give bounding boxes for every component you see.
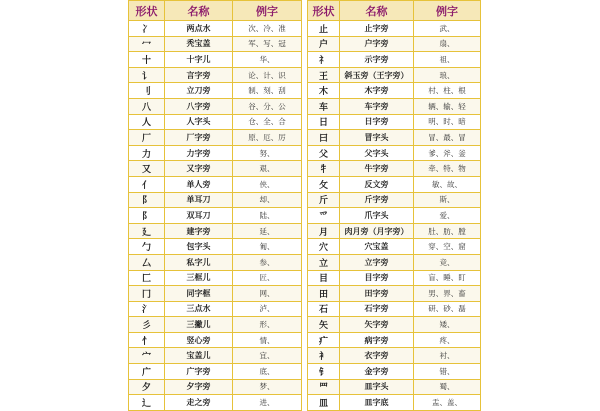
- example-chars: 斯、: [414, 192, 481, 208]
- example-chars: 陆、: [233, 208, 302, 224]
- radical-shape: 辶: [129, 395, 165, 411]
- table-row: [129, 239, 302, 255]
- radical-name: 三框儿: [165, 270, 233, 286]
- example-chars: 侠、: [233, 176, 302, 192]
- example-chars: 论、计、识: [233, 67, 302, 83]
- radical-name: 厂字旁: [165, 130, 233, 146]
- table-row: [129, 317, 302, 333]
- radical-name: 单人旁: [165, 176, 233, 192]
- table-row: [308, 301, 481, 317]
- radical-shape: 冫: [129, 21, 165, 37]
- radical-name: 私字儿: [165, 254, 233, 270]
- radical-shape: 氵: [129, 301, 165, 317]
- example-chars: 敏、故、: [414, 176, 481, 192]
- radical-name: 衣字旁: [340, 348, 414, 364]
- radical-name: 十字儿: [165, 52, 233, 68]
- right-header-row: [308, 1, 481, 21]
- radical-name: 牛字旁: [340, 161, 414, 177]
- radical-shape: 皿: [308, 395, 340, 411]
- table-row: [129, 192, 302, 208]
- example-chars: 情、: [233, 332, 302, 348]
- example-chars: 次、冷、准: [233, 21, 302, 37]
- radical-name: 三点水: [165, 301, 233, 317]
- example-chars: 泸、: [233, 301, 302, 317]
- radical-name: 止字旁: [340, 21, 414, 37]
- left-table-body: [129, 21, 302, 411]
- radical-name: 人字头: [165, 114, 233, 130]
- table-row: [308, 379, 481, 395]
- table-row: [129, 270, 302, 286]
- radical-name: 石字旁: [340, 301, 414, 317]
- radical-name: 日字旁: [340, 114, 414, 130]
- example-chars: 牵、特、物: [414, 161, 481, 177]
- radical-name: 夕字旁: [165, 379, 233, 395]
- radical-shape: 王: [308, 67, 340, 83]
- radical-shape: 十: [129, 52, 165, 68]
- radical-shape: 厶: [129, 254, 165, 270]
- radical-name: 走之旁: [165, 395, 233, 411]
- radical-shape: 力: [129, 145, 165, 161]
- radical-shape: 宀: [129, 348, 165, 364]
- example-chars: 形、: [233, 317, 302, 333]
- table-row: [129, 223, 302, 239]
- table-row: [308, 192, 481, 208]
- header-shape: 形状: [308, 1, 340, 21]
- radical-name: 示字旁: [340, 52, 414, 68]
- example-chars: 却、: [233, 192, 302, 208]
- radical-name: 车字旁: [340, 98, 414, 114]
- example-chars: 蜀、: [414, 379, 481, 395]
- table-row: [308, 239, 481, 255]
- radical-name: 八字旁: [165, 98, 233, 114]
- table-row: [308, 145, 481, 161]
- table-row: [308, 286, 481, 302]
- radical-shape: 阝: [129, 208, 165, 224]
- table-row: [308, 176, 481, 192]
- table-row: [308, 83, 481, 99]
- radical-shape: 牜: [308, 161, 340, 177]
- example-chars: 军、写、冠: [233, 36, 302, 52]
- example-chars: 进、: [233, 395, 302, 411]
- header-name: 名称: [340, 1, 414, 21]
- example-chars: 琅、: [414, 67, 481, 83]
- radical-shape: 廴: [129, 223, 165, 239]
- table-row: [129, 332, 302, 348]
- table-row: [308, 114, 481, 130]
- radical-name: 两点水: [165, 21, 233, 37]
- example-chars: 谷、分、公: [233, 98, 302, 114]
- radical-name: 斜玉旁（王字旁）: [340, 67, 414, 83]
- example-chars: 穿、空、窟: [414, 239, 481, 255]
- radical-name: 宝盖儿: [165, 348, 233, 364]
- example-chars: 宜、: [233, 348, 302, 364]
- table-row: [308, 36, 481, 52]
- radical-shape: 夕: [129, 379, 165, 395]
- table-row: [308, 130, 481, 146]
- radical-name: 同字框: [165, 286, 233, 302]
- radical-shape: 车: [308, 98, 340, 114]
- radical-name: 反文旁: [340, 176, 414, 192]
- radical-shape: 攵: [308, 176, 340, 192]
- header-example: 例字: [414, 1, 481, 21]
- example-chars: 盲、睡、盯: [414, 270, 481, 286]
- radical-name: 竖心旁: [165, 332, 233, 348]
- radical-name: 穴宝盖: [340, 239, 414, 255]
- example-chars: 匍、: [233, 239, 302, 255]
- example-chars: 祖、: [414, 52, 481, 68]
- example-chars: 梦、: [233, 379, 302, 395]
- radical-shape: 衤: [308, 348, 340, 364]
- radical-shape: 讠: [129, 67, 165, 83]
- radical-name: 木字旁: [340, 83, 414, 99]
- table-row: [129, 379, 302, 395]
- radical-name: 立字旁: [340, 254, 414, 270]
- example-chars: 原、厄、厉: [233, 130, 302, 146]
- right-radicals-table: [307, 0, 481, 411]
- radical-shape: 厂: [129, 130, 165, 146]
- radical-name: 广字旁: [165, 364, 233, 380]
- radical-name: 皿字底: [340, 395, 414, 411]
- radical-shape: 疒: [308, 332, 340, 348]
- radical-name: 单耳刀: [165, 192, 233, 208]
- example-chars: 衬、: [414, 348, 481, 364]
- radical-shape: 斤: [308, 192, 340, 208]
- table-row: [308, 67, 481, 83]
- radical-shape: 阝: [129, 192, 165, 208]
- table-row: [129, 301, 302, 317]
- table-row: [308, 254, 481, 270]
- radical-name: 目字旁: [340, 270, 414, 286]
- table-row: [129, 52, 302, 68]
- table-row: [129, 286, 302, 302]
- radical-name: 父字头: [340, 145, 414, 161]
- table-row: [308, 348, 481, 364]
- radical-shape: 广: [129, 364, 165, 380]
- radical-shape: 匚: [129, 270, 165, 286]
- radical-shape: 木: [308, 83, 340, 99]
- table-row: [129, 130, 302, 146]
- example-chars: 男、界、畜: [414, 286, 481, 302]
- example-chars: 华、: [233, 52, 302, 68]
- radical-name: 矢字旁: [340, 317, 414, 333]
- table-row: [129, 254, 302, 270]
- table-row: [308, 161, 481, 177]
- table-row: [308, 223, 481, 239]
- table-row: [308, 395, 481, 411]
- example-chars: 匠、: [233, 270, 302, 286]
- table-row: [129, 208, 302, 224]
- radical-name: 皿字头: [340, 379, 414, 395]
- radical-shape: 又: [129, 161, 165, 177]
- radical-name: 包字头: [165, 239, 233, 255]
- table-row: [129, 67, 302, 83]
- example-chars: 肚、肪、膛: [414, 223, 481, 239]
- radical-name: 言字旁: [165, 67, 233, 83]
- example-chars: 疼、: [414, 332, 481, 348]
- example-chars: 竞、: [414, 254, 481, 270]
- radical-shape: 爫: [308, 208, 340, 224]
- radical-shape: 冖: [129, 36, 165, 52]
- radical-name: 病字旁: [340, 332, 414, 348]
- left-header-row: [129, 1, 302, 21]
- radical-shape: 石: [308, 301, 340, 317]
- table-row: [129, 348, 302, 364]
- radical-name: 立刀旁: [165, 83, 233, 99]
- example-chars: 爹、斧、釜: [414, 145, 481, 161]
- left-radicals-table: [128, 0, 302, 411]
- radical-shape: 穴: [308, 239, 340, 255]
- example-chars: 辆、输、轻: [414, 98, 481, 114]
- table-row: [129, 395, 302, 411]
- radical-shape: 冂: [129, 286, 165, 302]
- example-chars: 网、: [233, 286, 302, 302]
- radical-shape: 矢: [308, 317, 340, 333]
- radical-name: 户字旁: [340, 36, 414, 52]
- radical-shape: 日: [308, 114, 340, 130]
- table-row: [129, 36, 302, 52]
- table-row: [129, 145, 302, 161]
- table-row: [308, 317, 481, 333]
- radical-shape: 忄: [129, 332, 165, 348]
- radical-shape: 刂: [129, 83, 165, 99]
- table-row: [129, 83, 302, 99]
- table-row: [308, 98, 481, 114]
- example-chars: 武、: [414, 21, 481, 37]
- table-row: [129, 161, 302, 177]
- radical-shape: 止: [308, 21, 340, 37]
- table-row: [129, 21, 302, 37]
- radical-shape: 八: [129, 98, 165, 114]
- radical-name: 又字旁: [165, 161, 233, 177]
- example-chars: 艰、: [233, 161, 302, 177]
- table-row: [308, 21, 481, 37]
- radical-name: 秃宝盖: [165, 36, 233, 52]
- table-row: [308, 208, 481, 224]
- example-chars: 爱、: [414, 208, 481, 224]
- radical-name: 冒字头: [340, 130, 414, 146]
- example-chars: 参、: [233, 254, 302, 270]
- example-chars: 错、: [414, 364, 481, 380]
- radical-name: 双耳刀: [165, 208, 233, 224]
- radical-shape: 彡: [129, 317, 165, 333]
- example-chars: 底、: [233, 364, 302, 380]
- right-table-body: [308, 21, 481, 411]
- radical-shape: 钅: [308, 364, 340, 380]
- example-chars: 明、时、暗: [414, 114, 481, 130]
- example-chars: 村、柱、根: [414, 83, 481, 99]
- table-row: [129, 98, 302, 114]
- radical-name: 斤字旁: [340, 192, 414, 208]
- table-row: [308, 270, 481, 286]
- example-chars: 延、: [233, 223, 302, 239]
- table-row: [308, 364, 481, 380]
- table-row: [308, 52, 481, 68]
- radical-name: 建字旁: [165, 223, 233, 239]
- radical-shape: 罒: [308, 379, 340, 395]
- example-chars: 扇、: [414, 36, 481, 52]
- example-chars: 努、: [233, 145, 302, 161]
- radical-name: 田字旁: [340, 286, 414, 302]
- radical-name: 三撇儿: [165, 317, 233, 333]
- radical-shape: 父: [308, 145, 340, 161]
- radical-shape: 立: [308, 254, 340, 270]
- header-example: 例字: [233, 1, 302, 21]
- example-chars: 矮、: [414, 317, 481, 333]
- header-shape: 形状: [129, 1, 165, 21]
- radical-shape: 人: [129, 114, 165, 130]
- radical-name: 力字旁: [165, 145, 233, 161]
- example-chars: 冒、最、冒: [414, 130, 481, 146]
- example-chars: 仓、全、合: [233, 114, 302, 130]
- radical-shape: 曰: [308, 130, 340, 146]
- radical-shape: 户: [308, 36, 340, 52]
- radical-name: 爪字头: [340, 208, 414, 224]
- example-chars: 制、刻、刮: [233, 83, 302, 99]
- radical-shape: 勹: [129, 239, 165, 255]
- radical-shape: 礻: [308, 52, 340, 68]
- example-chars: 研、砂、磊: [414, 301, 481, 317]
- table-row: [129, 364, 302, 380]
- header-name: 名称: [165, 1, 233, 21]
- table-row: [129, 176, 302, 192]
- radical-shape: 月: [308, 223, 340, 239]
- radical-shape: 田: [308, 286, 340, 302]
- example-chars: 盂、盖、: [414, 395, 481, 411]
- radical-shape: 亻: [129, 176, 165, 192]
- table-row: [308, 332, 481, 348]
- table-row: [129, 114, 302, 130]
- radical-name: 肉月旁（月字旁）: [340, 223, 414, 239]
- radical-name: 金字旁: [340, 364, 414, 380]
- radical-shape: 目: [308, 270, 340, 286]
